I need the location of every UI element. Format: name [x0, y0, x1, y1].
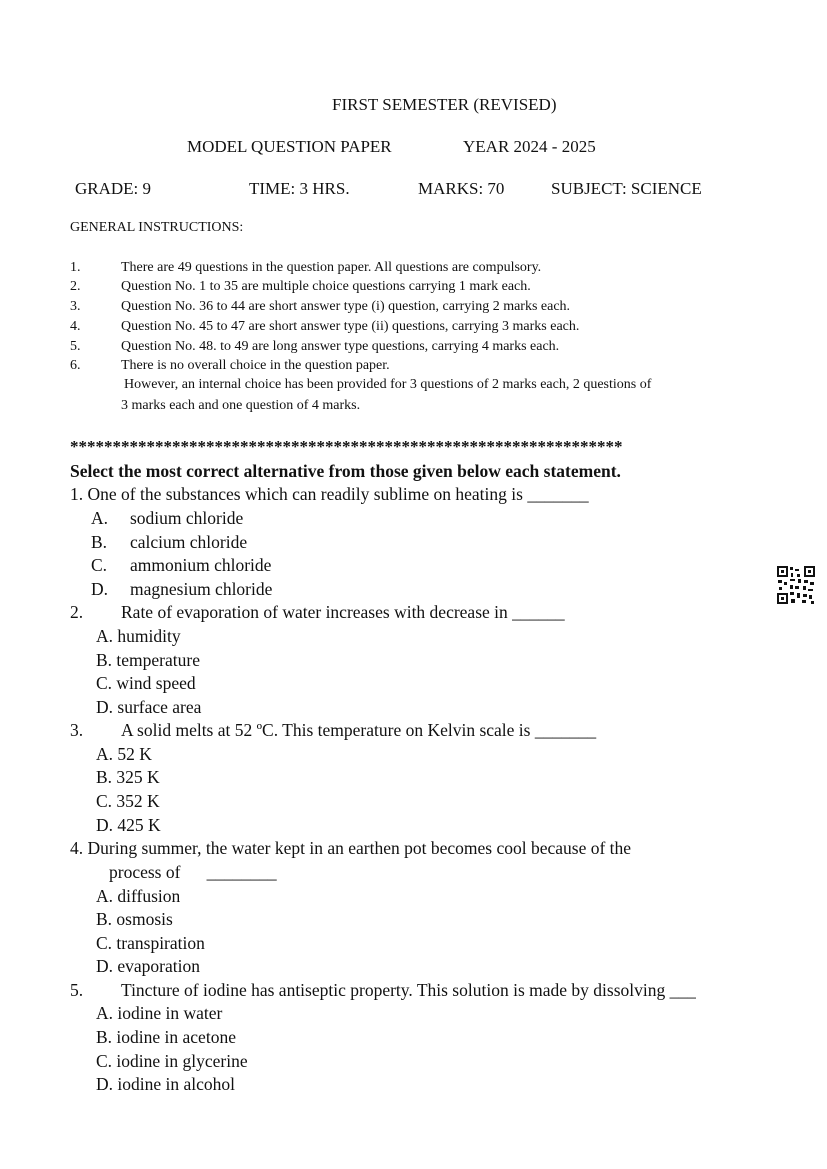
- exam-title: FIRST SEMESTER (REVISED): [332, 95, 557, 114]
- question-text: Tincture of iodine has antiseptic property. This solution is made by dissolving ___: [121, 980, 696, 1000]
- option-text: ammonium chloride: [130, 555, 272, 575]
- marks-label: MARKS: 70: [418, 179, 505, 198]
- question-continuation: process of ________: [109, 862, 277, 882]
- question-text: 4. During summer, the water kept in an earthen pot becomes cool because of the: [70, 838, 632, 858]
- instruction-number: 5.: [70, 339, 81, 354]
- instruction-text: Question No. 1 to 35 are multiple choice questions carrying 1 mark each.: [121, 279, 531, 294]
- question-text: Rate of evaporation of water increases with decrease in ______: [121, 602, 565, 622]
- instruction-note: 3 marks each and one question of 4 marks.: [121, 398, 361, 413]
- option-text: A. humidity: [96, 626, 181, 646]
- question-number: 2.: [70, 602, 84, 622]
- option-text: C. 352 K: [96, 791, 160, 811]
- separator-line: *****************************************************************: [70, 437, 623, 456]
- instructions-heading: GENERAL INSTRUCTIONS:: [70, 220, 244, 235]
- instruction-number: 4.: [70, 319, 81, 334]
- subject-label: SUBJECT: SCIENCE: [551, 179, 702, 198]
- option-text: D. iodine in alcohol: [96, 1074, 236, 1094]
- paper-label: MODEL QUESTION PAPER: [187, 137, 392, 156]
- grade-label: GRADE: 9: [75, 179, 152, 198]
- option-text: B. 325 K: [96, 767, 160, 787]
- instruction-number: 2.: [70, 279, 81, 294]
- instruction-note: However, an internal choice has been provided for 3 questions of 2 marks each, 2 questions of: [124, 377, 652, 392]
- option-text: B. osmosis: [96, 909, 173, 929]
- option-letter: B.: [91, 532, 108, 552]
- time-label: TIME: 3 HRS.: [249, 179, 350, 198]
- instruction-number: 3.: [70, 299, 81, 314]
- question-number: 5.: [70, 980, 84, 1000]
- option-text: C. wind speed: [96, 673, 196, 693]
- option-text: sodium chloride: [130, 508, 244, 528]
- instruction-text: There is no overall choice in the question paper.: [121, 358, 390, 373]
- instruction-text: There are 49 questions in the question paper. All questions are compulsory.: [121, 260, 542, 275]
- option-text: C. iodine in glycerine: [96, 1051, 248, 1071]
- option-text: D. surface area: [96, 697, 202, 717]
- option-text: calcium chloride: [130, 532, 248, 552]
- question-text: A solid melts at 52 ºC. This temperature on Kelvin scale is _______: [121, 720, 597, 740]
- option-text: C. transpiration: [96, 933, 205, 953]
- section-heading: Select the most correct alternative from those given below each statement.: [70, 461, 621, 481]
- option-text: A. 52 K: [96, 744, 152, 764]
- year-label: YEAR 2024 - 2025: [463, 137, 596, 156]
- option-letter: C.: [91, 555, 108, 575]
- qr-code-icon: [776, 565, 816, 605]
- option-text: D. 425 K: [96, 815, 161, 835]
- option-text: magnesium chloride: [130, 579, 273, 599]
- instruction-number: 6.: [70, 358, 81, 373]
- question-text: 1. One of the substances which can readily sublime on heating is _______: [70, 484, 589, 504]
- option-text: B. temperature: [96, 650, 200, 670]
- option-letter: D.: [91, 579, 109, 599]
- instruction-text: Question No. 36 to 44 are short answer type (i) question, carrying 2 marks each.: [121, 299, 571, 314]
- option-text: A. diffusion: [96, 886, 181, 906]
- option-text: B. iodine in acetone: [96, 1027, 236, 1047]
- instruction-text: Question No. 48. to 49 are long answer type questions, carrying 4 marks each.: [121, 339, 560, 354]
- option-text: D. evaporation: [96, 956, 200, 976]
- instruction-text: Question No. 45 to 47 are short answer type (ii) questions, carrying 3 marks each.: [121, 319, 580, 334]
- option-text: A. iodine in water: [96, 1003, 223, 1023]
- option-letter: A.: [91, 508, 109, 528]
- question-number: 3.: [70, 720, 84, 740]
- instruction-number: 1.: [70, 260, 81, 275]
